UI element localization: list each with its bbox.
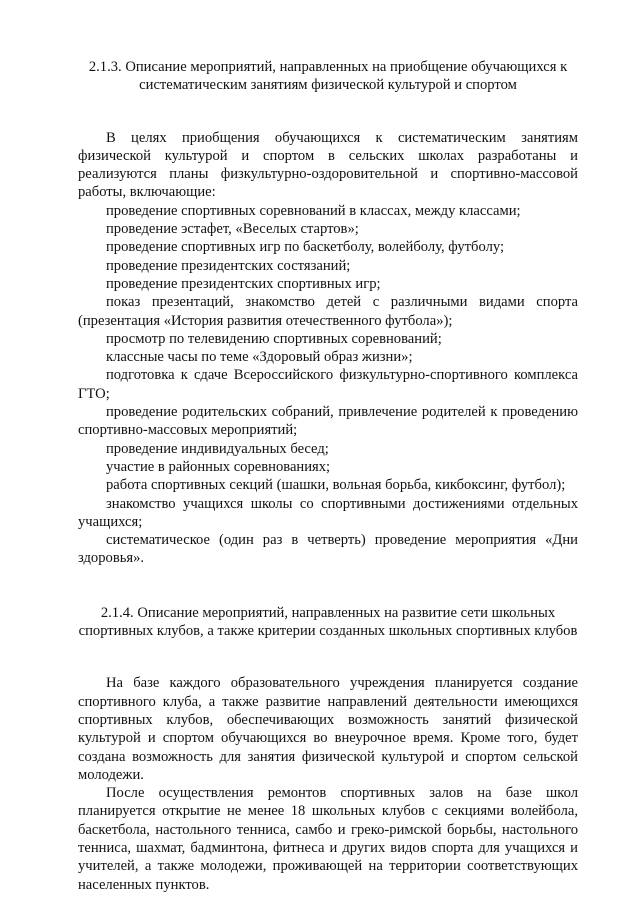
list-item: знакомство учащихся школы со спортивными достижениями отдельных учащихся; <box>78 495 578 530</box>
spacer <box>78 95 578 129</box>
spacer <box>78 568 578 604</box>
section-2-1-3-intro: В целях приобщения обучающихся к систематическим занятиям физической культурой и спортом в сельских школах разработаны и реализуются планы физкультурно-оздоровительной и спортивно-массовой работы, включающие: <box>78 129 578 201</box>
section-2-1-4-paragraph: После осуществления ремонтов спортивных залов на базе школ планируется открытие не менее 18 школьных клубов с секциями волейбола, баскетбола, настольного тенниса, самбо и греко-римской борьбы, настольного тенниса, шахмат, бадминтона, фитнеса и других видов спорта для учащихся и учителей, а также молодежи, проживающей на территории соответствующих населенных пунктов. <box>78 785 578 893</box>
list-item: проведение спортивных соревнований в классах, между классами; <box>106 202 521 219</box>
list-item: проведение президентских состязаний; <box>106 257 351 274</box>
list-item: работа спортивных секций (шашки, вольная борьба, кикбоксинг, футбол); <box>106 477 566 494</box>
list-item: подготовка к сдаче Всероссийского физкультурно-спортивного комплекса ГТО; <box>78 367 578 402</box>
list-item: просмотр по телевидению спортивных соревнований; <box>106 330 442 347</box>
spacer <box>78 640 578 674</box>
list-item: участие в районных соревнованиях; <box>106 458 331 475</box>
document-page <box>78 58 578 894</box>
list-item: систематическое (один раз в четверть) проведение мероприятия «Дни здоровья». <box>78 532 578 567</box>
list-item: проведение индивидуальных бесед; <box>106 440 329 457</box>
list-item: проведение родительских собраний, привлечение родителей к проведению спортивно-массовых мероприятий; <box>78 404 578 439</box>
section-2-1-3-heading: 2.1.3. Описание мероприятий, направленных на приобщение обучающихся к систематическим занятиям физической культурой и спортом <box>88 59 568 94</box>
list-item: показ презентаций, знакомство детей с различными видами спорта (презентация «История развития отечественного футбола»); <box>78 294 578 329</box>
list-item: проведение президентских спортивных игр; <box>106 275 381 292</box>
list-item: классные часы по теме «Здоровый образ жизни»; <box>106 349 413 366</box>
list-item: проведение эстафет, «Веселых стартов»; <box>106 221 359 238</box>
section-2-1-4-paragraph: На базе каждого образовательного учреждения планируется создание спортивного клуба, а также развитие направлений деятельности имеющихся спортивных клубов, обеспечивающих возможность занятий физической культурой и спортом обучающихся во внеурочное время. Кроме того, будет создана возможность для занятия физической культурой и спортом сельской молодежи. <box>78 675 578 783</box>
section-2-1-4-heading: 2.1.4. Описание мероприятий, направленных на развитие сети школьных спортивных клубов, а также критерии созданных школьных спортивных клубов <box>78 604 578 640</box>
list-item: проведение спортивных игр по баскетболу, волейболу, футболу; <box>106 239 505 256</box>
